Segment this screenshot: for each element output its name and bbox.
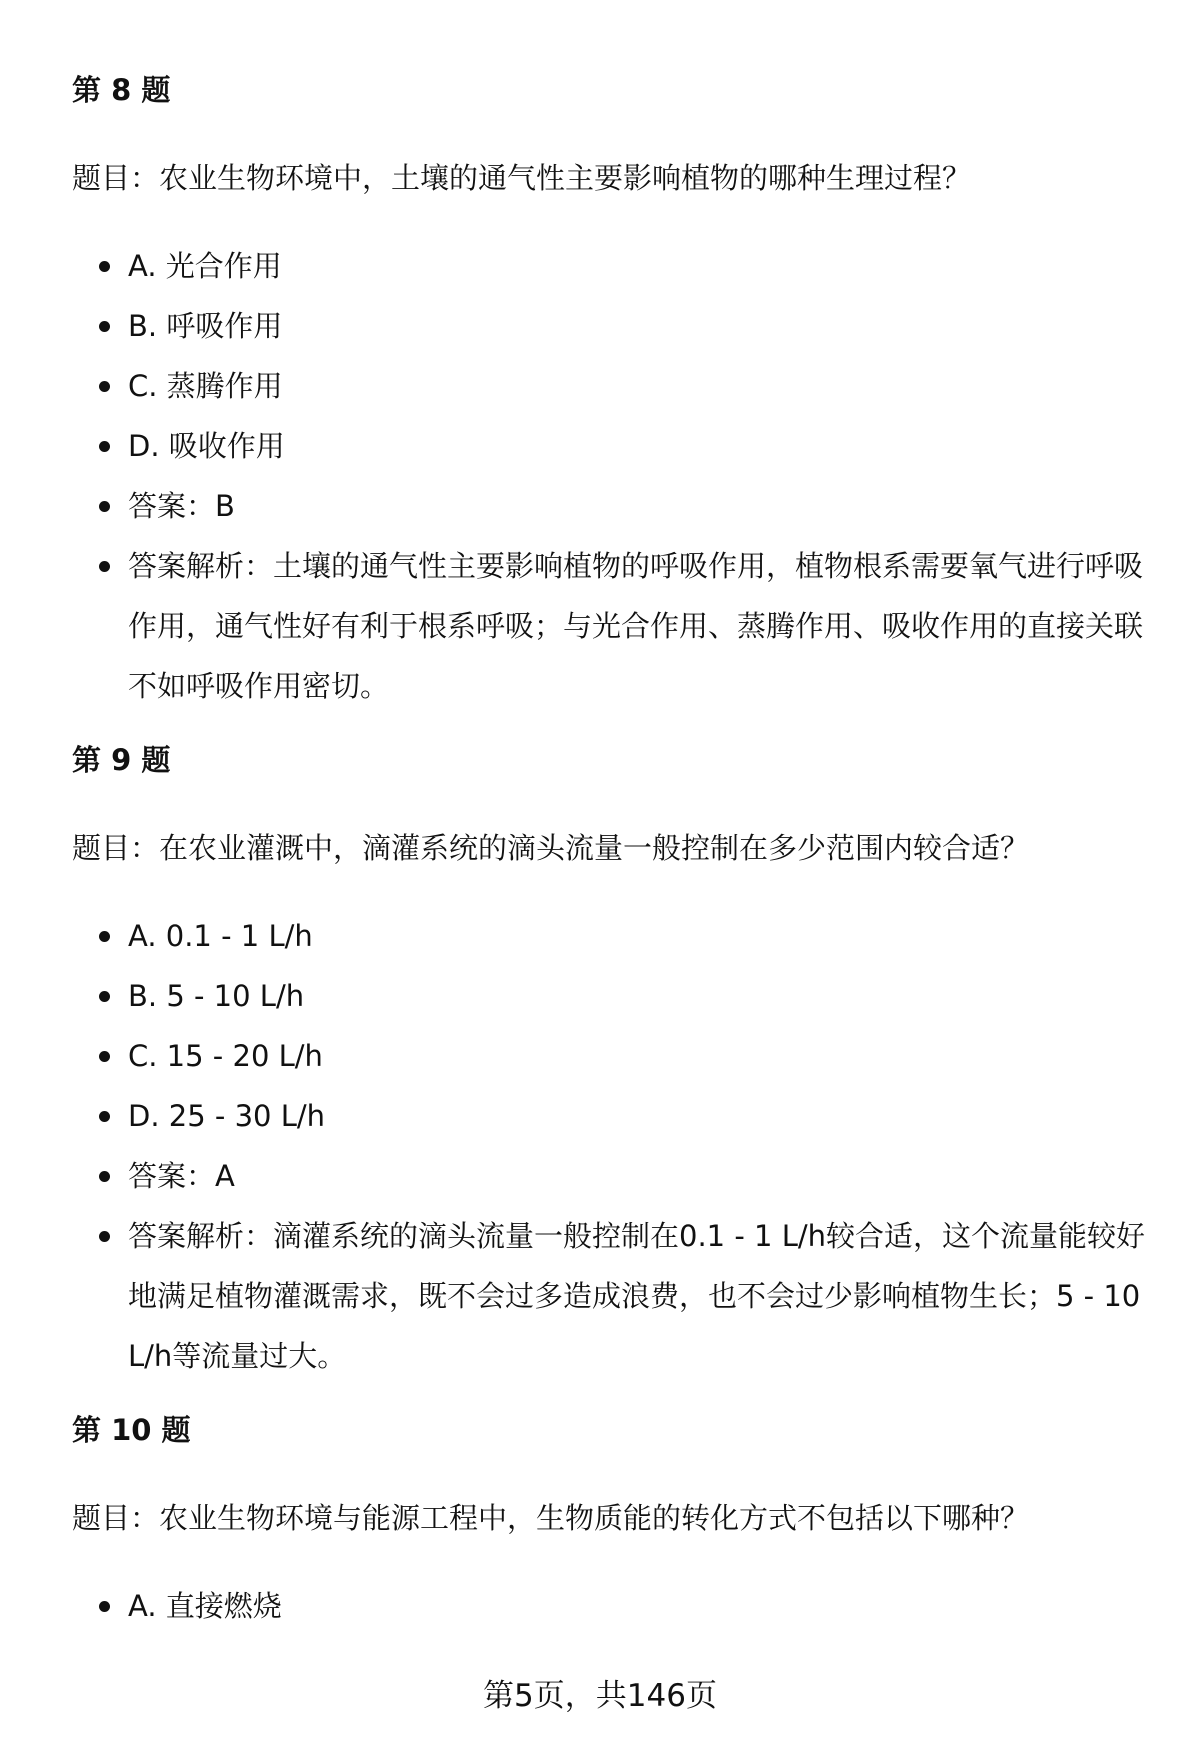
list-item: D. 吸收作用 — [72, 416, 1152, 476]
bullet-icon — [99, 501, 110, 512]
question-block-8 — [72, 60, 1152, 716]
answer-item: 答案：A — [72, 1146, 1152, 1206]
option-list — [72, 906, 1152, 1386]
document-page — [72, 60, 1152, 1650]
option-list — [72, 1576, 1152, 1636]
bullet-icon — [99, 931, 110, 942]
bullet-icon — [99, 991, 110, 1002]
explanation-item: 答案解析：滴灌系统的滴头流量一般控制在0.1 - 1 L/h较合适，这个流量能较好地满足植物灌溉需求，既不会过多造成浪费，也不会过少影响植物生长；5 - 10 L/h等流量过大。 — [72, 1206, 1152, 1386]
bullet-icon — [99, 1111, 110, 1122]
option-list — [72, 236, 1152, 716]
question-heading: 第 9 题 — [72, 743, 171, 777]
bullet-icon — [99, 261, 110, 272]
list-item: A. 0.1 - 1 L/h — [72, 906, 1152, 966]
question-block-9 — [72, 730, 1152, 1386]
question-text: 题目：农业生物环境与能源工程中，生物质能的转化方式不包括以下哪种？ — [72, 1501, 1030, 1535]
bullet-icon — [99, 561, 110, 572]
bullet-icon — [99, 1231, 110, 1242]
question-text: 题目：在农业灌溉中，滴灌系统的滴头流量一般控制在多少范围内较合适？ — [72, 831, 1030, 865]
explanation-item: 答案解析：土壤的通气性主要影响植物的呼吸作用，植物根系需要氧气进行呼吸作用，通气性好有利于根系呼吸；与光合作用、蒸腾作用、吸收作用的直接关联不如呼吸作用密切。 — [72, 536, 1152, 716]
page-number: 第5页，共146页 — [483, 1678, 717, 1714]
bullet-icon — [99, 321, 110, 332]
bullet-icon — [99, 381, 110, 392]
bullet-icon — [99, 441, 110, 452]
bullet-icon — [99, 1171, 110, 1182]
list-item: A. 直接燃烧 — [72, 1576, 1152, 1636]
question-heading: 第 10 题 — [72, 1413, 191, 1447]
list-item: C. 蒸腾作用 — [72, 356, 1152, 416]
question-heading: 第 8 题 — [72, 73, 171, 107]
list-item: B. 呼吸作用 — [72, 296, 1152, 356]
question-text: 题目：农业生物环境中，土壤的通气性主要影响植物的哪种生理过程？ — [72, 161, 972, 195]
bullet-icon — [99, 1051, 110, 1062]
list-item: C. 15 - 20 L/h — [72, 1026, 1152, 1086]
list-item: A. 光合作用 — [72, 236, 1152, 296]
list-item: D. 25 - 30 L/h — [72, 1086, 1152, 1146]
list-item: B. 5 - 10 L/h — [72, 966, 1152, 1026]
answer-item: 答案：B — [72, 476, 1152, 536]
question-block-10 — [72, 1400, 1152, 1636]
bullet-icon — [99, 1601, 110, 1612]
